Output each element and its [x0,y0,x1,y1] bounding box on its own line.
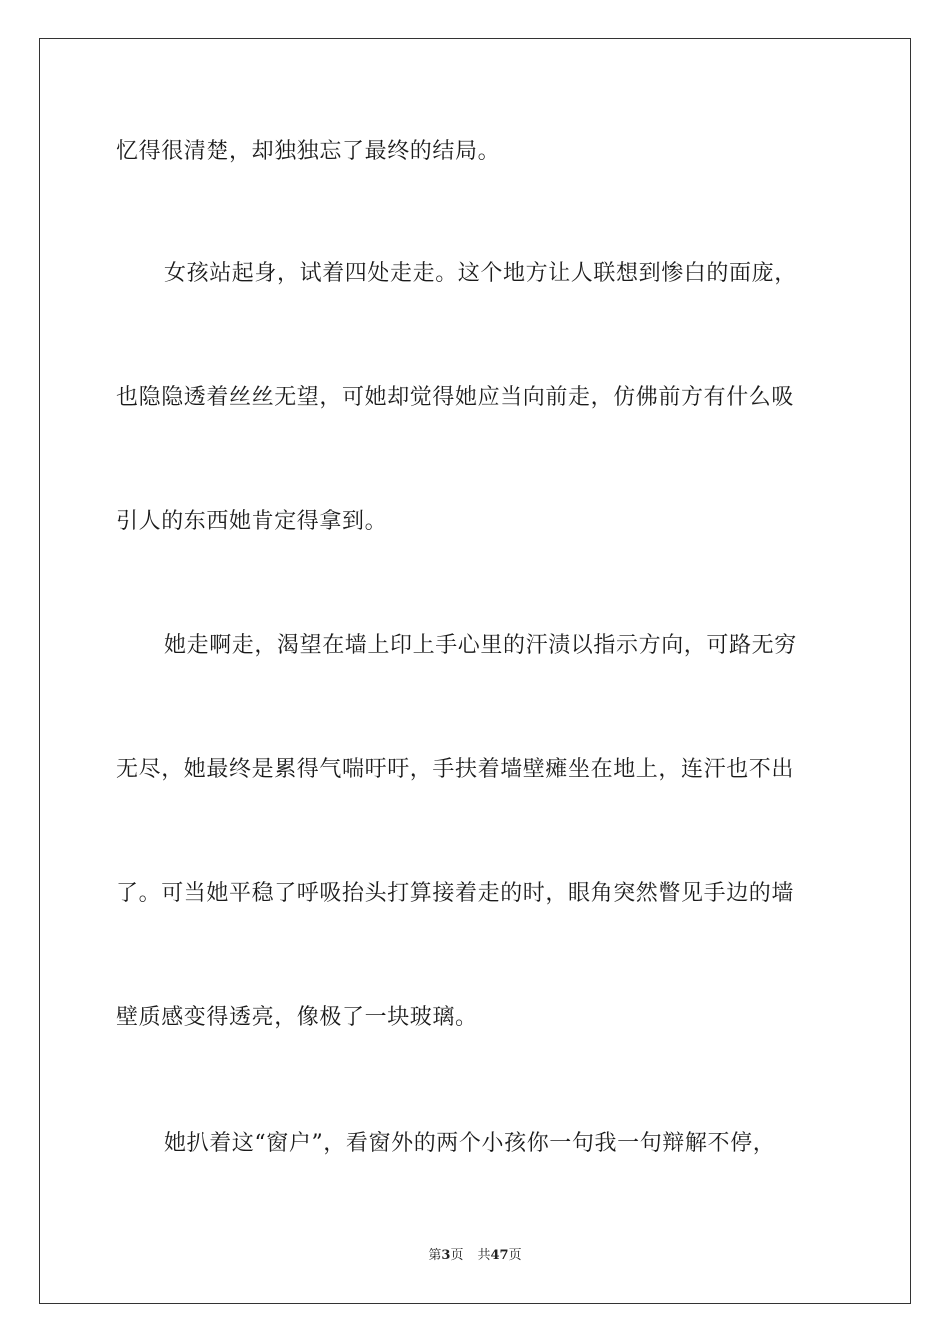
paragraph-line-6: 无尽，她最终是累得气喘吁吁，手扶着墙壁瘫坐在地上，连汗也不出 [116,757,795,782]
paragraph-line-5: 她走啊走，渴望在墙上印上手心里的汗渍以指示方向，可路无穷 [164,633,797,658]
page-frame [39,38,911,1304]
paragraph-line-1: 忆得很清楚，却独独忘了最终的结局。 [116,139,501,164]
page-footer [0,1247,950,1265]
paragraph-line-7: 了。可当她平稳了呼吸抬头打算接着走的时，眼角突然瞥见手边的墙 [116,881,795,906]
total-pages: 47 [490,1248,509,1263]
paragraph-line-3: 也隐隐透着丝丝无望，可她却觉得她应当向前走，仿佛前方有什么吸 [116,385,795,410]
paragraph-line-9: 她扒着这“窗户”，看窗外的两个小孩你一句我一句辩解不停， [164,1131,776,1156]
total-prefix: 共 [477,1248,491,1263]
paragraph-line-4: 引人的东西她肯定得拿到。 [116,509,388,534]
page-prefix: 第 [428,1248,442,1263]
paragraph-line-8: 壁质感变得透亮，像极了一块玻璃。 [116,1005,478,1030]
page-number: 3 [441,1248,451,1263]
paragraph-line-2: 女孩站起身，试着四处走走。这个地方让人联想到惨白的面庞， [164,261,797,286]
page-suffix: 页 [450,1248,464,1263]
total-suffix: 页 [508,1248,522,1263]
